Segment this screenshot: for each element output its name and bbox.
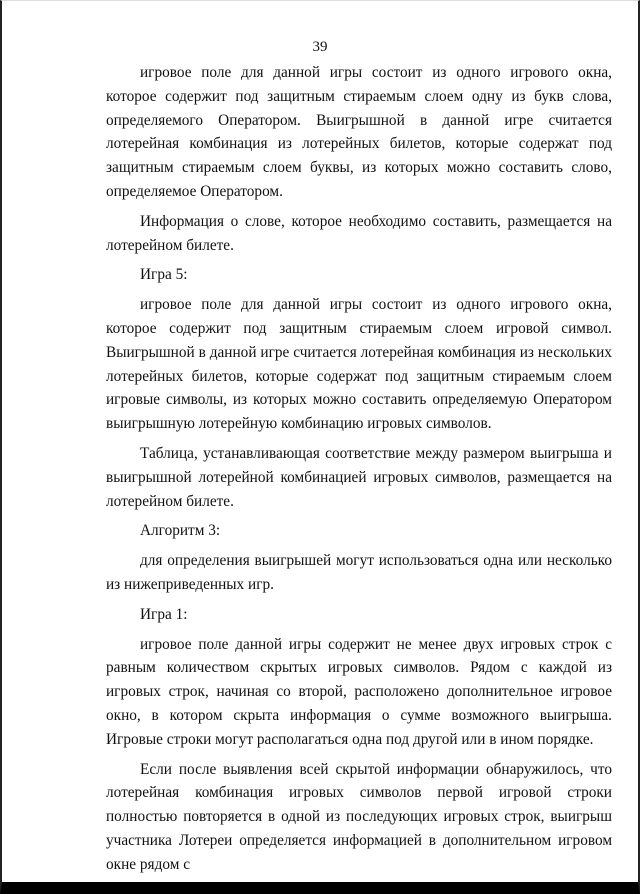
- document-body: [106, 61, 612, 877]
- paragraph-game-5-field: игровое поле для данной игры состоит из одного игрового окна, которое содержит под защитным стираемым слоем игровой символ. Выигрышной в данной игре считается лотерейная комбинация из нескольких лотерейных билетов, которые содержат под защитным стираемым слоем игровые символы, из которых можно составить определяемую Оператором выигрышную лотерейную комбинацию игровых символов.: [106, 296, 612, 433]
- heading-algorithm-3: Алгоритм 3:: [140, 522, 221, 540]
- paragraph-game-field-letters: игровое поле для данной игры состоит из одного игрового окна, которое содержит под защитным стираемым слоем одну из букв слова, определяемого Оператором. Выигрышной в данной игре считается лотерейная комбинация из лотерейных билетов, которые содержат под защитным стираемым слоем буквы, из которых можно составить слово, определяемое Оператором.: [106, 64, 612, 200]
- paragraph-game-1-win: Если после выявления всей скрытой информации обнаружилось, что лотерейная комбинация игровых символов первой игровой строки полностью повторяется в одной из последующих игровых строк, выигрыш участника Лотереи определяется информацией в дополнительном игровом окне рядом с: [106, 760, 612, 873]
- paragraph-game-1-field: игровое поле данной игры содержит не менее двух игровых строк с равным количеством скрытых игровых символов. Рядом с каждой из игровых строк, начиная со второй, расположено дополнительное игровое окно, в котором скрыта информация о сумме возможного выигрыша. Игровые строки могут располагаться одна под другой или в ином порядке.: [106, 635, 612, 748]
- page-number: 39: [312, 39, 328, 55]
- heading-game-5: Игра 5:: [140, 266, 188, 284]
- paragraph-prize-table: Таблица, устанавливающая соответствие между размером выигрыша и выигрышной лотерейной комбинацией игровых символов, размещается на лотерейном билете.: [106, 444, 612, 510]
- paragraph-algorithm-3-intro: для определения выигрышей могут использоваться одна или несколько из нижеприведенных игр.: [106, 552, 612, 593]
- paragraph-word-info: Информация о слове, которое необходимо составить, размещается на лотерейном билете.: [106, 212, 612, 254]
- heading-game-1: Игра 1:: [140, 605, 188, 623]
